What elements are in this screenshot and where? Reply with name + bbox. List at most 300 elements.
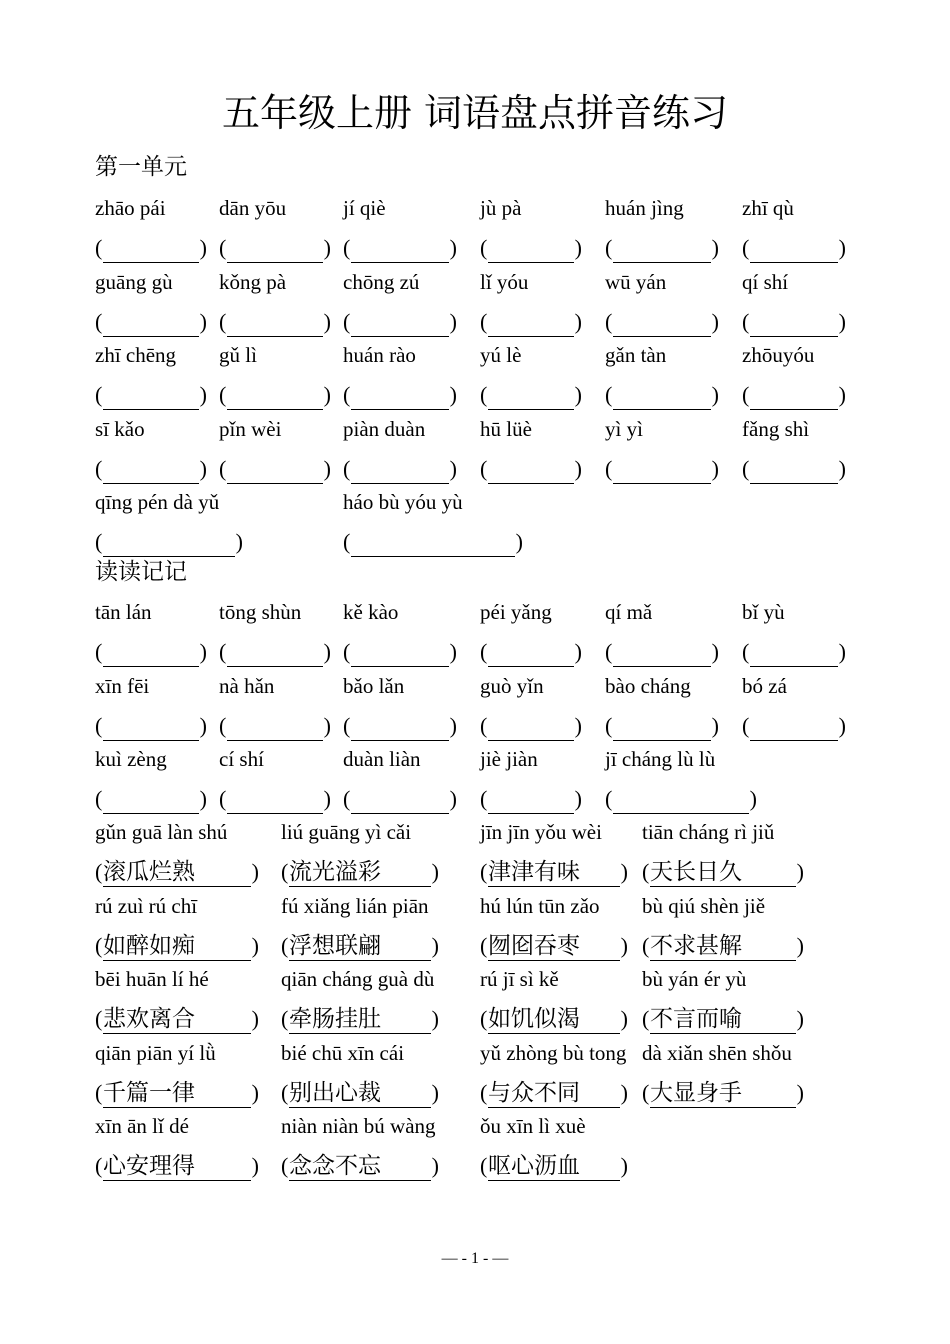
answer-underline bbox=[488, 262, 574, 263]
pinyin-label: jiè jiàn bbox=[480, 747, 538, 771]
answer-underline bbox=[103, 740, 199, 741]
answer-underline bbox=[750, 409, 838, 410]
answer-blank[interactable] bbox=[219, 784, 331, 814]
answer-blank[interactable] bbox=[95, 380, 207, 410]
open-paren: ( bbox=[480, 933, 488, 958]
answer-blank[interactable] bbox=[281, 1151, 439, 1181]
answer-blank[interactable] bbox=[219, 637, 331, 667]
answer-blank[interactable] bbox=[605, 637, 719, 667]
answer-blank[interactable] bbox=[219, 711, 331, 741]
open-paren: ( bbox=[480, 1153, 488, 1178]
pinyin-label: hū lüè bbox=[480, 417, 532, 441]
answer-blank[interactable] bbox=[605, 711, 719, 741]
pinyin-label: fǎng shì bbox=[742, 417, 810, 441]
answer-blank[interactable] bbox=[95, 233, 207, 263]
pinyin-label: chōng zú bbox=[343, 270, 420, 294]
answer-underline bbox=[289, 1107, 431, 1108]
open-paren: ( bbox=[95, 639, 103, 664]
answer-underline bbox=[103, 1033, 251, 1034]
open-paren: ( bbox=[343, 529, 351, 554]
answer-blank[interactable] bbox=[343, 784, 457, 814]
answer-blank[interactable] bbox=[343, 380, 457, 410]
close-paren: ) bbox=[199, 382, 207, 407]
answer-underline bbox=[351, 262, 449, 263]
answer-blank[interactable] bbox=[95, 307, 207, 337]
answer-underline bbox=[750, 483, 838, 484]
open-paren: ( bbox=[742, 456, 750, 481]
pinyin-label: bù qiú shèn jiě bbox=[642, 894, 766, 918]
answer-text: 津津有味 bbox=[488, 859, 580, 885]
answer-blank[interactable] bbox=[219, 380, 331, 410]
pinyin-label: dà xiǎn shēn shǒu bbox=[642, 1041, 792, 1065]
pinyin-label: cí shí bbox=[219, 747, 264, 771]
answer-blank[interactable] bbox=[95, 454, 207, 484]
answer-text: 别出心裁 bbox=[289, 1080, 381, 1106]
answer-underline bbox=[488, 336, 574, 337]
answer-text: 流光溢彩 bbox=[289, 859, 381, 885]
open-paren: ( bbox=[742, 309, 750, 334]
open-paren: ( bbox=[742, 235, 750, 260]
open-paren: ( bbox=[95, 456, 103, 481]
open-paren: ( bbox=[281, 1080, 289, 1105]
answer-underline bbox=[103, 813, 199, 814]
close-paren: ) bbox=[620, 859, 628, 884]
answer-blank[interactable] bbox=[480, 857, 628, 887]
pinyin-label: xīn fēi bbox=[95, 674, 150, 698]
close-paren: ) bbox=[323, 786, 331, 811]
pinyin-label: piàn duàn bbox=[343, 417, 426, 441]
open-paren: ( bbox=[343, 456, 351, 481]
answer-blank[interactable] bbox=[343, 637, 457, 667]
answer-blank[interactable] bbox=[95, 1004, 259, 1034]
pinyin-label: yì yì bbox=[605, 417, 643, 441]
answer-underline bbox=[650, 1033, 796, 1034]
pinyin-label: jí qiè bbox=[343, 196, 386, 220]
open-paren: ( bbox=[480, 235, 488, 260]
open-paren: ( bbox=[95, 235, 103, 260]
close-paren: ) bbox=[431, 933, 439, 958]
answer-underline bbox=[613, 666, 711, 667]
answer-underline bbox=[227, 813, 323, 814]
answer-underline bbox=[488, 960, 620, 961]
answer-text: 不求甚解 bbox=[650, 933, 742, 959]
answer-blank[interactable] bbox=[605, 380, 719, 410]
open-paren: ( bbox=[281, 1153, 289, 1178]
pinyin-label: kuì zèng bbox=[95, 747, 167, 771]
close-paren: ) bbox=[323, 456, 331, 481]
close-paren: ) bbox=[431, 1153, 439, 1178]
open-paren: ( bbox=[605, 235, 613, 260]
pinyin-label: rú jī sì kě bbox=[480, 967, 559, 991]
open-paren: ( bbox=[480, 382, 488, 407]
pinyin-label: nà hǎn bbox=[219, 674, 275, 698]
pinyin-label: ǒu xīn lì xuè bbox=[480, 1114, 586, 1138]
pinyin-label: xīn ān lǐ dé bbox=[95, 1114, 189, 1138]
answer-blank[interactable] bbox=[480, 454, 582, 484]
close-paren: ) bbox=[574, 639, 582, 664]
close-paren: ) bbox=[199, 309, 207, 334]
answer-blank[interactable] bbox=[343, 454, 457, 484]
answer-underline bbox=[103, 960, 251, 961]
answer-blank[interactable] bbox=[742, 454, 846, 484]
pinyin-label: guò yǐn bbox=[480, 674, 544, 698]
pinyin-label: gǎn tàn bbox=[605, 343, 667, 367]
answer-underline bbox=[103, 666, 199, 667]
pinyin-label: sī kǎo bbox=[95, 417, 145, 441]
answer-blank[interactable] bbox=[605, 784, 757, 814]
pinyin-label: zhī qù bbox=[742, 196, 794, 220]
close-paren: ) bbox=[449, 786, 457, 811]
answer-underline bbox=[351, 409, 449, 410]
open-paren: ( bbox=[343, 235, 351, 260]
pinyin-label: jù pà bbox=[480, 196, 522, 220]
answer-blank[interactable] bbox=[480, 931, 628, 961]
close-paren: ) bbox=[711, 309, 719, 334]
open-paren: ( bbox=[343, 309, 351, 334]
pinyin-label: bēi huān lí hé bbox=[95, 967, 209, 991]
pinyin-label: qiān piān yí lǜ bbox=[95, 1041, 216, 1065]
answer-underline bbox=[227, 409, 323, 410]
answer-blank[interactable] bbox=[480, 1004, 628, 1034]
open-paren: ( bbox=[95, 786, 103, 811]
open-paren: ( bbox=[281, 1006, 289, 1031]
answer-underline bbox=[227, 483, 323, 484]
answer-underline bbox=[650, 886, 796, 887]
close-paren: ) bbox=[574, 309, 582, 334]
section-heading-unit-1: 第一单元 bbox=[95, 154, 187, 180]
open-paren: ( bbox=[642, 1006, 650, 1031]
pinyin-label: hú lún tūn zǎo bbox=[480, 894, 600, 918]
answer-blank[interactable] bbox=[281, 1004, 439, 1034]
open-paren: ( bbox=[605, 456, 613, 481]
answer-blank[interactable] bbox=[95, 857, 259, 887]
open-paren: ( bbox=[95, 1006, 103, 1031]
close-paren: ) bbox=[620, 933, 628, 958]
answer-underline bbox=[488, 666, 574, 667]
close-paren: ) bbox=[620, 1153, 628, 1178]
answer-blank[interactable] bbox=[480, 307, 582, 337]
answer-underline bbox=[103, 1107, 251, 1108]
answer-underline bbox=[750, 262, 838, 263]
answer-blank[interactable] bbox=[742, 637, 846, 667]
answer-blank[interactable] bbox=[742, 307, 846, 337]
answer-text: 不言而喻 bbox=[650, 1006, 742, 1032]
close-paren: ) bbox=[431, 859, 439, 884]
pinyin-label: háo bù yóu yù bbox=[343, 490, 463, 514]
close-paren: ) bbox=[323, 382, 331, 407]
answer-blank[interactable] bbox=[480, 637, 582, 667]
pinyin-label: jīn jīn yǒu wèi bbox=[480, 820, 602, 844]
close-paren: ) bbox=[515, 529, 523, 554]
pinyin-label: dān yōu bbox=[219, 196, 287, 220]
answer-text: 呕心沥血 bbox=[488, 1153, 580, 1179]
pinyin-label: jī cháng lù lù bbox=[605, 747, 716, 771]
answer-blank[interactable] bbox=[642, 857, 804, 887]
answer-blank[interactable] bbox=[95, 527, 243, 557]
answer-blank[interactable] bbox=[95, 1078, 259, 1108]
pinyin-label: qīng pén dà yǔ bbox=[95, 490, 220, 514]
close-paren: ) bbox=[323, 639, 331, 664]
open-paren: ( bbox=[605, 639, 613, 664]
answer-underline bbox=[613, 813, 749, 814]
open-paren: ( bbox=[219, 639, 227, 664]
close-paren: ) bbox=[796, 1006, 804, 1031]
page-number: — - 1 - — bbox=[441, 1250, 509, 1267]
answer-blank[interactable] bbox=[343, 527, 523, 557]
answer-text: 如饥似渴 bbox=[488, 1006, 580, 1032]
close-paren: ) bbox=[199, 235, 207, 260]
pinyin-label: yǔ zhòng bù tong bbox=[480, 1041, 627, 1065]
answer-underline bbox=[351, 666, 449, 667]
answer-underline bbox=[351, 556, 515, 557]
answer-blank[interactable] bbox=[605, 454, 719, 484]
open-paren: ( bbox=[642, 933, 650, 958]
answer-blank[interactable] bbox=[742, 233, 846, 263]
answer-underline bbox=[488, 813, 574, 814]
answer-underline bbox=[750, 740, 838, 741]
close-paren: ) bbox=[251, 1080, 259, 1105]
close-paren: ) bbox=[449, 309, 457, 334]
open-paren: ( bbox=[480, 1006, 488, 1031]
answer-underline bbox=[488, 1180, 620, 1181]
close-paren: ) bbox=[838, 713, 846, 738]
pinyin-label: qí shí bbox=[742, 270, 789, 294]
open-paren: ( bbox=[95, 309, 103, 334]
answer-underline bbox=[103, 262, 199, 263]
pinyin-label: wū yán bbox=[605, 270, 667, 294]
answer-blank[interactable] bbox=[95, 784, 207, 814]
open-paren: ( bbox=[480, 1080, 488, 1105]
answer-underline bbox=[488, 886, 620, 887]
answer-underline bbox=[613, 409, 711, 410]
open-paren: ( bbox=[343, 639, 351, 664]
close-paren: ) bbox=[199, 639, 207, 664]
pinyin-label: kǒng pà bbox=[219, 270, 287, 294]
open-paren: ( bbox=[742, 713, 750, 738]
open-paren: ( bbox=[95, 933, 103, 958]
answer-underline bbox=[351, 336, 449, 337]
answer-blank[interactable] bbox=[642, 931, 804, 961]
answer-underline bbox=[227, 666, 323, 667]
open-paren: ( bbox=[95, 1080, 103, 1105]
answer-blank[interactable] bbox=[742, 711, 846, 741]
close-paren: ) bbox=[323, 309, 331, 334]
answer-underline bbox=[289, 1033, 431, 1034]
answer-underline bbox=[351, 483, 449, 484]
pinyin-label: zhōuyóu bbox=[742, 343, 815, 367]
answer-text: 滚瓜烂熟 bbox=[103, 859, 195, 885]
close-paren: ) bbox=[323, 713, 331, 738]
answer-underline bbox=[103, 886, 251, 887]
pinyin-label: niàn niàn bú wàng bbox=[281, 1114, 436, 1138]
answer-text: 千篇一律 bbox=[103, 1080, 195, 1106]
answer-underline bbox=[227, 262, 323, 263]
close-paren: ) bbox=[574, 382, 582, 407]
open-paren: ( bbox=[480, 456, 488, 481]
answer-underline bbox=[227, 336, 323, 337]
answer-blank[interactable] bbox=[281, 1078, 439, 1108]
close-paren: ) bbox=[449, 713, 457, 738]
pinyin-label: gǔ lì bbox=[219, 343, 257, 367]
answer-underline bbox=[488, 483, 574, 484]
close-paren: ) bbox=[323, 235, 331, 260]
answer-blank[interactable] bbox=[219, 307, 331, 337]
open-paren: ( bbox=[95, 859, 103, 884]
open-paren: ( bbox=[95, 382, 103, 407]
close-paren: ) bbox=[199, 713, 207, 738]
open-paren: ( bbox=[219, 309, 227, 334]
close-paren: ) bbox=[251, 933, 259, 958]
answer-blank[interactable] bbox=[480, 233, 582, 263]
section-heading-read-remember: 读读记记 bbox=[95, 559, 187, 585]
answer-blank[interactable] bbox=[219, 454, 331, 484]
answer-underline bbox=[103, 336, 199, 337]
pinyin-label: zhī chēng bbox=[95, 343, 177, 367]
close-paren: ) bbox=[449, 382, 457, 407]
close-paren: ) bbox=[431, 1006, 439, 1031]
answer-underline bbox=[289, 886, 431, 887]
close-paren: ) bbox=[838, 309, 846, 334]
pinyin-label: tān lán bbox=[95, 600, 152, 624]
open-paren: ( bbox=[219, 382, 227, 407]
close-paren: ) bbox=[838, 639, 846, 664]
pinyin-label: bié chū xīn cái bbox=[281, 1041, 405, 1065]
answer-blank[interactable] bbox=[480, 784, 582, 814]
answer-underline bbox=[103, 409, 199, 410]
pinyin-label: lǐ yóu bbox=[480, 270, 529, 294]
pinyin-label: qí mǎ bbox=[605, 600, 653, 624]
pinyin-label: tōng shùn bbox=[219, 600, 302, 624]
open-paren: ( bbox=[343, 786, 351, 811]
open-paren: ( bbox=[605, 786, 613, 811]
answer-blank[interactable] bbox=[95, 1151, 259, 1181]
open-paren: ( bbox=[742, 639, 750, 664]
close-paren: ) bbox=[251, 859, 259, 884]
open-paren: ( bbox=[480, 639, 488, 664]
close-paren: ) bbox=[711, 639, 719, 664]
close-paren: ) bbox=[711, 456, 719, 481]
answer-text: 如醉如痴 bbox=[103, 933, 195, 959]
open-paren: ( bbox=[480, 713, 488, 738]
pinyin-label: bù yán ér yù bbox=[642, 967, 747, 991]
pinyin-label: gǔn guā làn shú bbox=[95, 820, 228, 844]
pinyin-label: pǐn wèi bbox=[219, 417, 282, 441]
close-paren: ) bbox=[449, 235, 457, 260]
answer-text: 心安理得 bbox=[103, 1153, 195, 1179]
close-paren: ) bbox=[251, 1006, 259, 1031]
close-paren: ) bbox=[574, 235, 582, 260]
answer-underline bbox=[227, 740, 323, 741]
close-paren: ) bbox=[574, 786, 582, 811]
open-paren: ( bbox=[480, 859, 488, 884]
pinyin-label: bǐ yù bbox=[742, 600, 785, 624]
open-paren: ( bbox=[95, 1153, 103, 1178]
answer-blank[interactable] bbox=[95, 931, 259, 961]
answer-blank[interactable] bbox=[480, 711, 582, 741]
answer-blank[interactable] bbox=[219, 233, 331, 263]
open-paren: ( bbox=[605, 713, 613, 738]
answer-blank[interactable] bbox=[605, 307, 719, 337]
answer-blank[interactable] bbox=[281, 857, 439, 887]
answer-blank[interactable] bbox=[343, 307, 457, 337]
open-paren: ( bbox=[95, 713, 103, 738]
answer-underline bbox=[650, 960, 796, 961]
close-paren: ) bbox=[838, 456, 846, 481]
pinyin-label: fú xiǎng lián piān bbox=[281, 894, 429, 918]
open-paren: ( bbox=[605, 309, 613, 334]
open-paren: ( bbox=[281, 933, 289, 958]
open-paren: ( bbox=[219, 713, 227, 738]
close-paren: ) bbox=[449, 639, 457, 664]
answer-blank[interactable] bbox=[480, 380, 582, 410]
open-paren: ( bbox=[642, 859, 650, 884]
answer-blank[interactable] bbox=[343, 233, 457, 263]
answer-blank[interactable] bbox=[95, 637, 207, 667]
pinyin-label: liú guāng yì cǎi bbox=[281, 820, 412, 844]
close-paren: ) bbox=[796, 859, 804, 884]
answer-underline bbox=[289, 960, 431, 961]
page-title: 五年级上册 词语盘点拼音练习 bbox=[221, 91, 729, 135]
answer-underline bbox=[351, 813, 449, 814]
open-paren: ( bbox=[605, 382, 613, 407]
answer-text: 天长日久 bbox=[650, 859, 742, 885]
open-paren: ( bbox=[343, 713, 351, 738]
answer-blank[interactable] bbox=[642, 1004, 804, 1034]
answer-text: 大显身手 bbox=[650, 1080, 742, 1106]
open-paren: ( bbox=[95, 529, 103, 554]
close-paren: ) bbox=[199, 456, 207, 481]
answer-underline bbox=[289, 1180, 431, 1181]
pinyin-label: tiān cháng rì jiǔ bbox=[642, 820, 775, 844]
pinyin-label: guāng gù bbox=[95, 270, 173, 294]
answer-blank[interactable] bbox=[605, 233, 719, 263]
close-paren: ) bbox=[574, 456, 582, 481]
answer-blank[interactable] bbox=[480, 1151, 628, 1181]
answer-underline bbox=[613, 262, 711, 263]
close-paren: ) bbox=[749, 786, 757, 811]
answer-underline bbox=[613, 483, 711, 484]
answer-blank[interactable] bbox=[281, 931, 439, 961]
pinyin-label: péi yǎng bbox=[480, 600, 552, 624]
close-paren: ) bbox=[199, 786, 207, 811]
answer-text: 囫囵吞枣 bbox=[488, 933, 580, 959]
answer-text: 与众不同 bbox=[488, 1080, 580, 1106]
answer-blank[interactable] bbox=[95, 711, 207, 741]
close-paren: ) bbox=[796, 933, 804, 958]
pinyin-label: kě kào bbox=[343, 600, 399, 624]
answer-underline bbox=[103, 1180, 251, 1181]
close-paren: ) bbox=[574, 713, 582, 738]
answer-blank[interactable] bbox=[480, 1078, 628, 1108]
answer-blank[interactable] bbox=[742, 380, 846, 410]
open-paren: ( bbox=[219, 786, 227, 811]
pinyin-label: bào cháng bbox=[605, 674, 691, 698]
pinyin-label: yú lè bbox=[480, 343, 522, 367]
answer-underline bbox=[650, 1107, 796, 1108]
close-paren: ) bbox=[711, 382, 719, 407]
close-paren: ) bbox=[620, 1006, 628, 1031]
open-paren: ( bbox=[642, 1080, 650, 1105]
answer-underline bbox=[613, 336, 711, 337]
close-paren: ) bbox=[711, 235, 719, 260]
answer-underline bbox=[488, 740, 574, 741]
answer-blank[interactable] bbox=[343, 711, 457, 741]
answer-text: 浮想联翩 bbox=[289, 933, 381, 959]
close-paren: ) bbox=[431, 1080, 439, 1105]
answer-blank[interactable] bbox=[642, 1078, 804, 1108]
answer-underline bbox=[351, 740, 449, 741]
open-paren: ( bbox=[219, 235, 227, 260]
